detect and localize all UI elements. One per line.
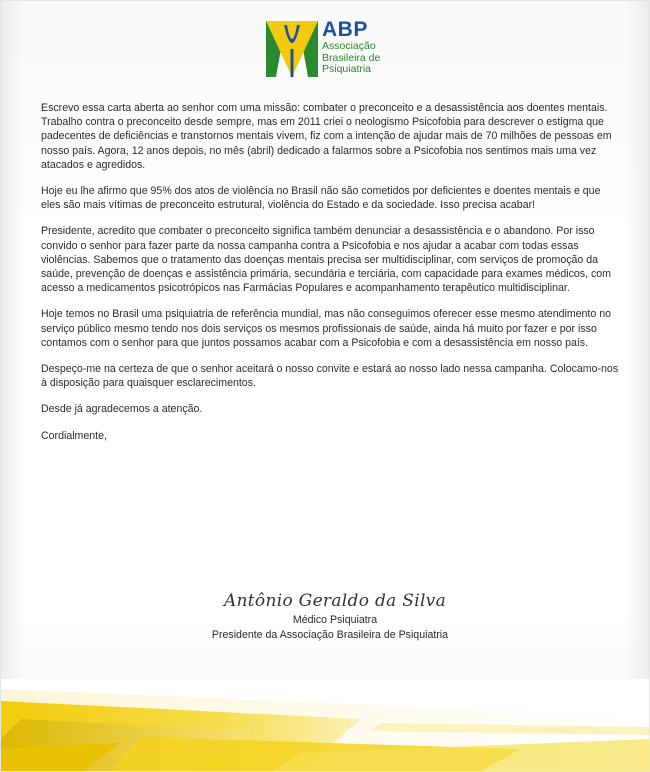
signature-block <box>1 589 650 643</box>
letter-body <box>41 101 621 455</box>
letter-paragraph: Hoje eu lhe afirmo que 95% dos atos de violência no Brasil não são cometidos por deficientes e doentes mentais e que eles são mais vítimas de preconceito estrutural, violência do Estado e da sociedade. Isso precisa acabar! <box>41 185 601 212</box>
letter-closing-thanks: Desde já agradecemos a atenção. <box>41 403 203 416</box>
abp-emblem-icon <box>264 19 320 79</box>
logo-wordmark <box>322 19 380 76</box>
letter-paragraph: Despeço-me na certeza de que o senhor aceitará o nosso convite e estará ao nosso lado nessa campanha. Colocamo-nos à disposição para quaisquer esclarecimentos. <box>41 363 619 390</box>
decorative-footer-band <box>1 679 649 771</box>
logo-name-line: Associação <box>322 40 376 52</box>
logo-name-line: Brasileira de <box>322 51 381 64</box>
signer-title: Presidente da Associação Brasileira de Psiquiatria <box>211 629 449 641</box>
frame-shade <box>1 1 25 771</box>
abp-logo <box>264 19 414 81</box>
logo-name-line: Psiquiatria <box>322 63 372 75</box>
letter-paragraph: Presidente, acredito que combater o preconceito significa também denunciar a desassistência e o abandono. Por isso convido o senhor para fazer parte da nossa campanha contra a Psicofobia e nos ajudar a acabar com todas essas violências. Sabemos que o tratamento das doenças mentais precisa ser multidisciplinar, com serviços de promoção da saúde, prevenção de doenças e assistência primária, secundária e terciária, com capacidade para exames médicos, com acesso a medicamentos psicotrópicos nas Farmácias Populares e acompanhamento terapêutico multidisciplinar. <box>41 225 612 295</box>
handwritten-signature: Antônio Geraldo da Silva <box>223 591 447 611</box>
logo-abbreviation: ABP <box>322 18 368 41</box>
frame-shade <box>625 1 649 771</box>
yellow-stripes-graphic <box>1 679 649 771</box>
signer-role: Médico Psiquiatra <box>292 614 378 626</box>
letter-paragraph: Hoje temos no Brasil uma psiquiatria de referência mundial, mas não conseguimos oferecer esse mesmo atendimento no serviço público mesmo tendo nos dois serviços os mesmos profissionais de saúde, ainda há muito por fazer e por isso contamos com o senhor para que juntos possamos acabar com a Psicofobia e com a desassistência em nosso país. <box>41 308 611 349</box>
letter-paragraph: Escrevo essa carta aberta ao senhor com uma missão: combater o preconceito e a desassistência aos doentes mentais. Trabalho contra o preconceito desde sempre, mas em 2011 criei o neologismo Psicofobia para descrever o estigma que padecentes de deficiências e transtornos mentais vivem, fiz com a intenção de ajudar mais de 70 milhões de pessoas em nosso país. Agora, 12 anos depois, no mês (abril) dedicado a falarmos sobre a Psicofobia nos sentimos mais uma vez atacados e agredidos. <box>41 102 612 171</box>
letter-salutation: Cordialmente, <box>41 429 107 442</box>
